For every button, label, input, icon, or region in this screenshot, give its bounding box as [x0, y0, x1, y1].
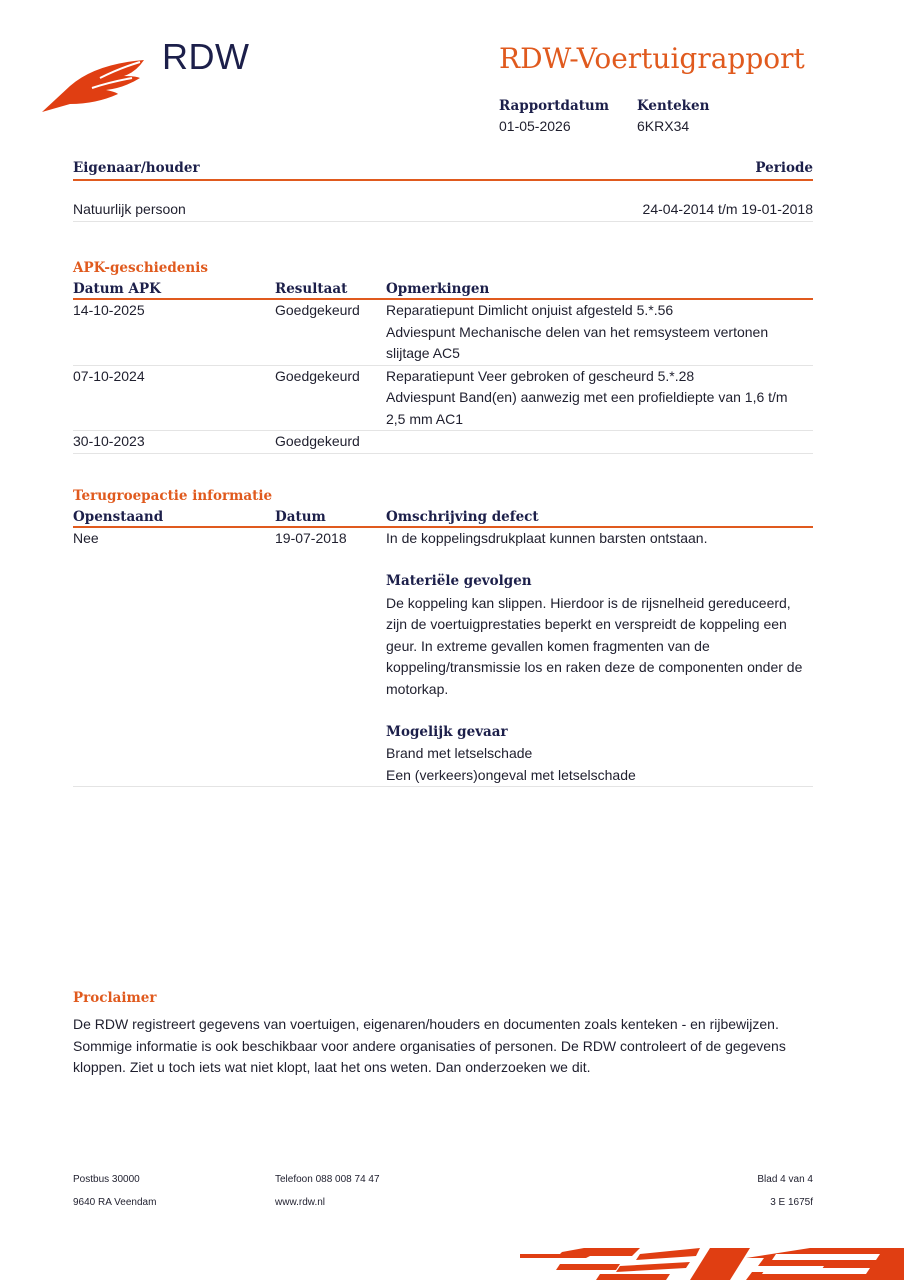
apk-table-header: [73, 276, 813, 300]
apk-date: 30-10-2023: [73, 433, 145, 449]
remark-line: Reparatiepunt Veer gebroken of gescheurd 5.*.28: [386, 367, 695, 384]
recall-title: Terugroepactie informatie: [73, 488, 273, 504]
table-row: [73, 431, 813, 454]
table-row: [73, 528, 813, 787]
footer-website[interactable]: www.rdw.nl: [275, 1197, 326, 1208]
owner-label: Eigenaar/houder: [73, 160, 200, 176]
proclaimer-section: [73, 990, 813, 1079]
footer-address: 9640 RA Veendam: [73, 1197, 157, 1208]
footer-code: 3 E 1675f: [770, 1197, 813, 1208]
danger-line: Een (verkeers)ongeval met letselschade: [386, 766, 636, 783]
proclaimer-line: kloppen. Ziet u toch iets wat niet klopt, laat het ons weten. Dan onderzoeken we dit.: [73, 1059, 591, 1075]
apk-header-date: Datum APK: [73, 281, 161, 297]
recall-open: Nee: [73, 530, 99, 546]
apk-title: APK-geschiedenis: [73, 260, 208, 276]
apk-remarks: [386, 366, 813, 431]
kenteken-label: Kenteken: [637, 98, 710, 114]
apk-result: Goedgekeurd: [275, 433, 360, 449]
periode-label: Periode: [755, 160, 813, 176]
apk-remarks: [386, 431, 813, 453]
table-row: [73, 366, 813, 432]
danger-line: Brand met letselschade: [386, 745, 533, 761]
recall-details: [386, 528, 813, 786]
page-title: RDW-Voertuigrapport: [499, 42, 805, 75]
remark-line: Adviespunt Mechanische delen van het remsysteem vertonen: [386, 323, 769, 340]
rapportdatum-label: Rapportdatum: [499, 98, 610, 114]
danger-label: Mogelijk gevaar: [386, 723, 508, 740]
rapportdatum-value: 01-05-2026: [499, 118, 571, 134]
consequence-line: geur. In extreme gevallen komen fragmenten van de: [386, 637, 710, 654]
apk-date: 14-10-2025: [73, 302, 145, 318]
periode-value: 24-04-2014 t/m 19-01-2018: [642, 201, 813, 217]
consequence-line: koppeling/transmissie los en raken deze de componenten onder de: [386, 659, 803, 675]
apk-date: 07-10-2024: [73, 367, 145, 384]
recall-date: 19-07-2018: [275, 530, 347, 546]
apk-remarks: [386, 300, 813, 365]
recall-description: In de koppelingsdrukplaat kunnen barsten ontstaan.: [386, 530, 708, 546]
recall-header-date: Datum: [275, 509, 326, 525]
remark-line: slijtage AC5: [386, 345, 460, 361]
remark-line: Adviespunt Band(en) aanwezig met een profieldiepte van 1,6 t/m: [386, 389, 788, 405]
consequence-line: De koppeling kan slippen. Hierdoor is de rijsnelheid gereduceerd,: [386, 594, 791, 611]
proclaimer-line: Sommige informatie is ook beschikbaar voor andere organisaties of personen. De RDW controleert of de gegevens: [73, 1037, 786, 1054]
proclaimer-line: De RDW registreert gegevens van voertuigen, eigenaren/houders en documenten zoals kenteken - en rijbewijzen.: [73, 1016, 779, 1032]
recall-header-description: Omschrijving defect: [386, 509, 539, 525]
decorative-stripes-icon: [520, 1244, 904, 1280]
apk-result: Goedgekeurd: [275, 367, 360, 384]
consequence-line: motorkap.: [386, 680, 449, 697]
rdw-logo-icon: [40, 56, 150, 116]
consequence-line: zijn de voertuigprestaties beperkt en verspreidt de koppeling een: [386, 616, 787, 632]
proclaimer-title: Proclaimer: [73, 990, 157, 1006]
apk-result: Goedgekeurd: [275, 302, 360, 318]
footer-page-number: Blad 4 van 4: [757, 1174, 813, 1185]
apk-section: [73, 260, 813, 454]
apk-header-remarks: Opmerkingen: [386, 281, 490, 297]
consequences-label: Materiële gevolgen: [386, 573, 532, 589]
recall-table-header: [73, 504, 813, 528]
footer-postbus: Postbus 30000: [73, 1174, 140, 1185]
proclaimer-text: [73, 1014, 813, 1079]
recall-header-open: Openstaand: [73, 509, 164, 525]
remark-line: Reparatiepunt Dimlicht onjuist afgesteld 5.*.56: [386, 302, 674, 318]
owner-row: [73, 181, 813, 222]
table-row: [73, 300, 813, 366]
remark-line: 2,5 mm AC1: [386, 410, 464, 427]
logo-text: RDW: [162, 36, 250, 77]
apk-header-result: Resultaat: [275, 281, 348, 297]
owner-value: Natuurlijk persoon: [73, 201, 186, 217]
owner-section: [73, 160, 813, 222]
owner-header: [73, 160, 813, 181]
recall-section: [73, 488, 813, 787]
footer-telefoon: Telefoon 088 008 74 47: [275, 1174, 380, 1185]
kenteken-value: 6KRX34: [637, 118, 690, 134]
